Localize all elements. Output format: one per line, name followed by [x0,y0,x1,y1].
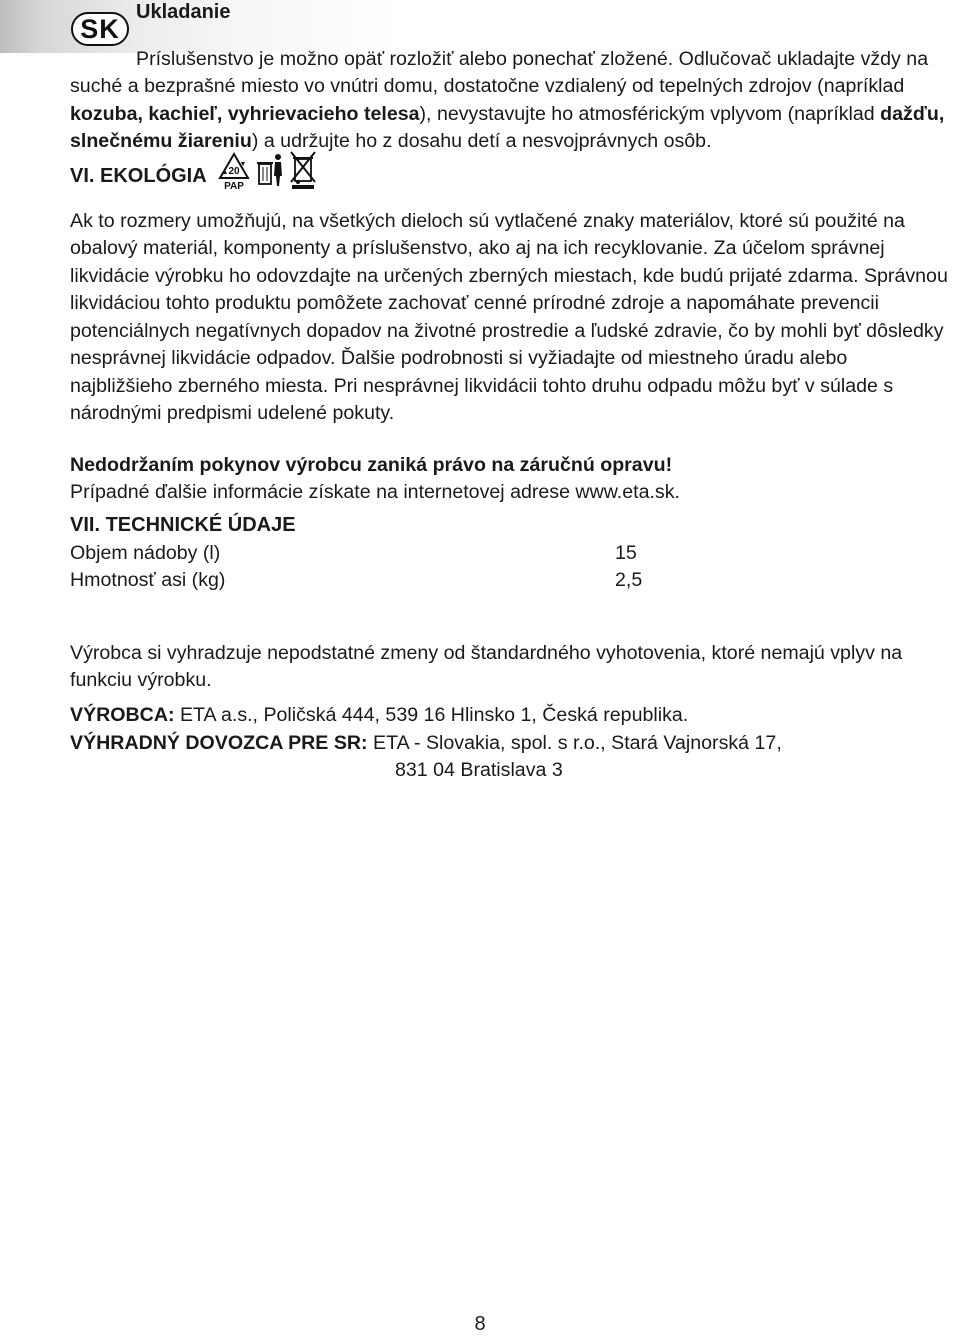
spec-row [70,567,950,595]
storage-bold-1: kozuba, kachieľ, vyhrievacieho telesa [70,102,420,125]
technical-heading: VII. TECHNICKÉ ÚDAJE [70,514,296,536]
warranty-info-line: Prípadné ďalšie informácie získate na internetovej adrese www.eta.sk. [70,481,680,504]
storage-heading: Ukladanie [136,1,231,23]
crossed-out-wheelie-bin-icon [289,150,317,190]
manufacturer-line [70,702,950,730]
storage-text-3: ) a udržujte ho z dosahu detí a nesvojprávnych osôb. [251,130,712,153]
spec-value: 2,5 [615,569,643,591]
manufacturer-block [70,702,950,785]
storage-text-1: Príslušenstvo je možno opäť rozložiť alebo ponechať zložené. Odlučovač ukladajte vždy na suché a bezprašné miesto vo vnútri domu, dostatočne vzdialený od tepelných zdrojov (napríklad [70,47,929,98]
ecology-heading: VI. EKOLÓGIA [70,165,207,187]
warranty-bold-line: Nedodržaním pokynov výrobcu zaniká právo na záručnú opravu! [70,453,673,476]
technical-section [70,512,950,595]
ecology-icons [217,150,317,190]
storage-paragraph [70,46,950,156]
importer-city: 831 04 Bratislava 3 [395,759,563,781]
spec-value: 15 [615,541,637,564]
manufacturer-label: VÝROBCA: [70,704,175,726]
importer-text: ETA - Slovakia, spol. s r.o., Stará Vajnorská 17, [367,731,782,754]
importer-line [70,730,950,758]
importer-label: VÝHRADNÝ DOVOZCA PRE SR: [70,731,368,754]
recycling-20-pap-icon [217,152,251,190]
manufacturer-text: ETA a.s., Poličská 444, 539 16 Hlinsko 1, Česká republika. [174,704,689,726]
spec-label: Hmotnosť asi (kg) [70,569,226,591]
recycle-bin-person-icon [255,152,285,190]
ecology-paragraph: Ak to rozmery umožňujú, na všetkých dieloch sú vytlačené znaky materiálov, ktoré sú použité na obalový materiál, komponenty a príslušenstvo, ako aj na ich recyklovanie. Za účelom správnej likvidácie výrobku ho odovzdajte na určených zberných miestach, kde budú prijaté zdarma. Správnou likvidáciou tohto produktu pomôžete zachovať cenné prírodné zdroje a napomáhate prevencii potenciálnych negatívnych dopadov na životné prostredie a ľudské zdravie, čo by mohli byť dôsledky nesprávnej likvidácie odpadov. Ďalšie podrobnosti si vyžiadajte od miestneho úradu alebo najbližšieho zberného miesta. Pri nesprávnej likvidácii tohto druhu odpadu môžu byť v súlade s národnými predpismi udelené pokuty. [70,209,948,425]
technical-note: Výrobca si vyhradzuje nepodstatné zmeny od štandardného vyhotovenia, ktoré nemajú vplyv na funkciu výrobku. [70,641,903,692]
storage-bold-2: dažďu, slnečnému žiareniu [70,102,945,153]
spec-row [70,540,950,568]
page-number: 8 [474,1313,486,1335]
recycle-number: 20 [228,166,240,177]
spec-label: Objem nádoby (l) [70,541,221,564]
ecology-heading-row [70,150,317,190]
language-badge: SK [71,12,129,46]
recycle-code: PAP [223,181,244,190]
warranty-block [70,452,950,507]
storage-text-2: ), nevystavujte ho atmosférickým vplyvom (napríklad [419,102,881,125]
